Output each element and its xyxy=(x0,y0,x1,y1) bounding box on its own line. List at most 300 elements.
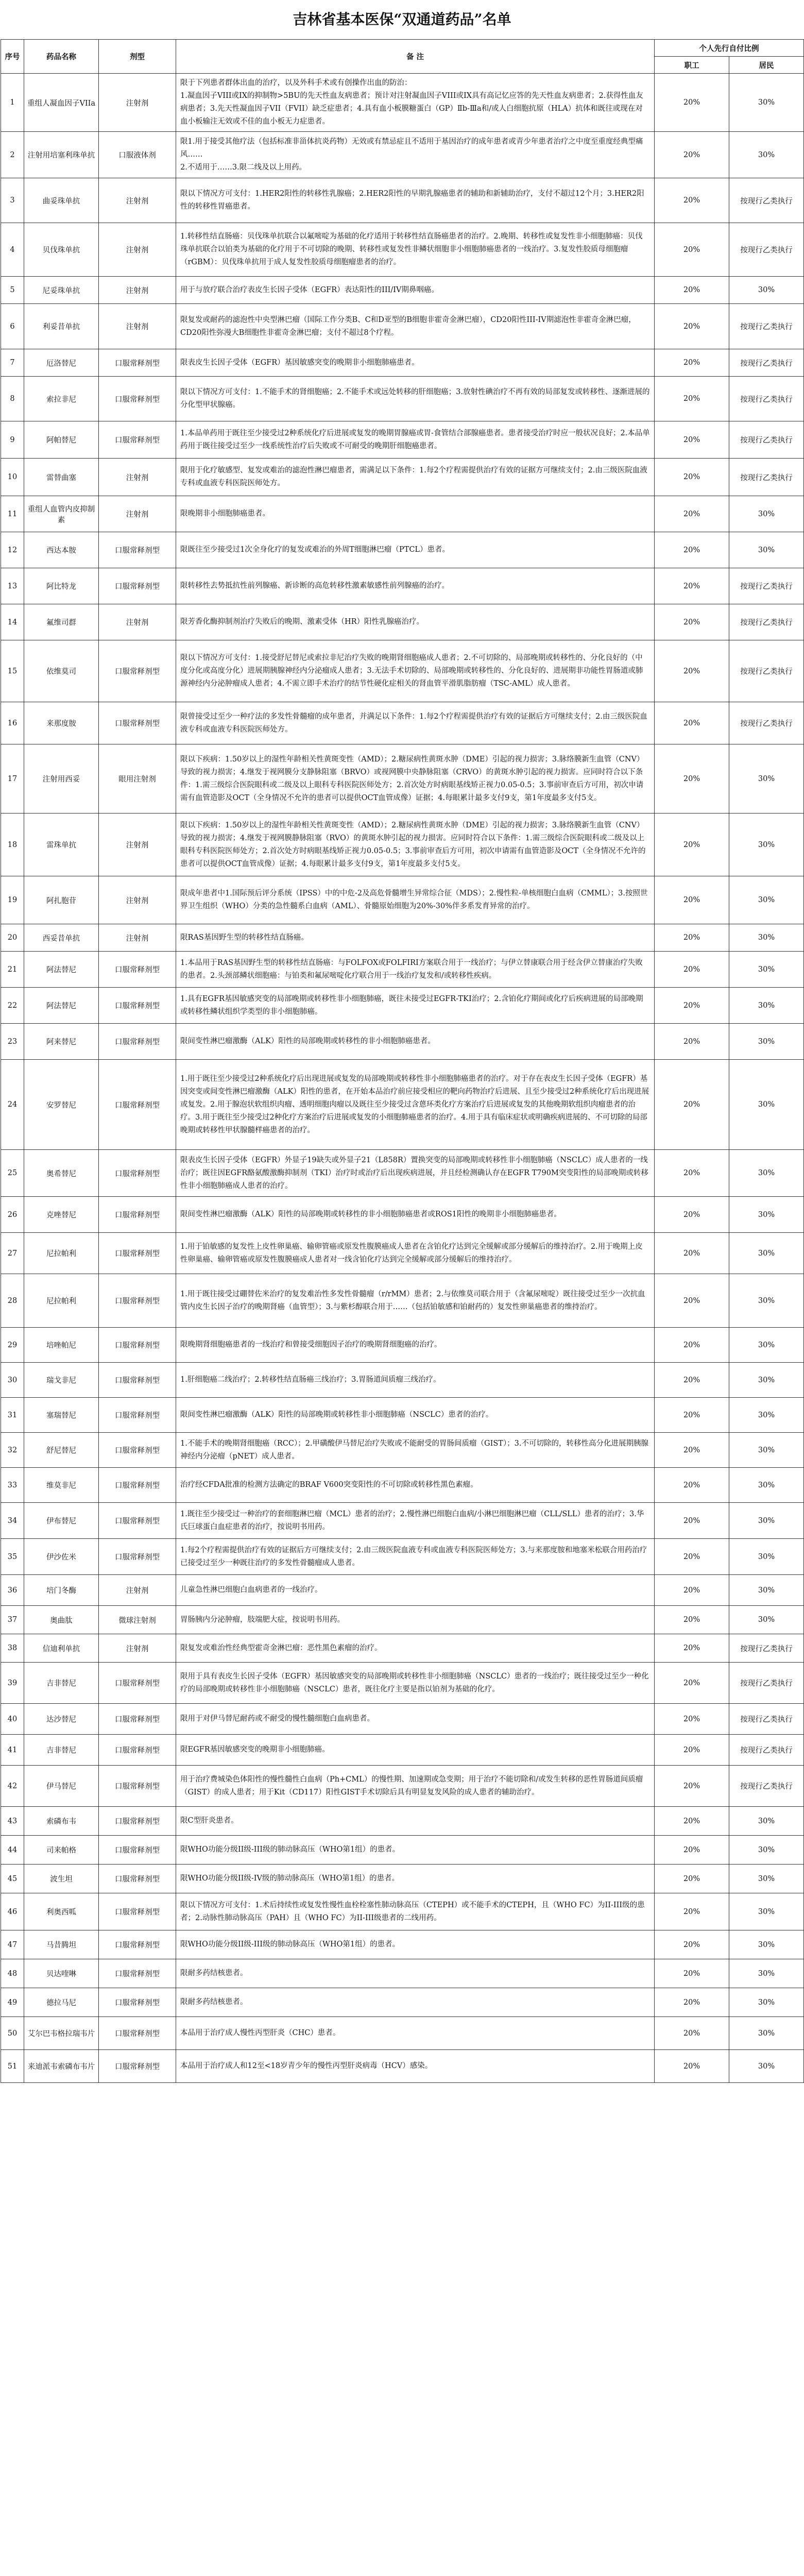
resident-ratio: 30% xyxy=(729,1150,804,1197)
drug-name: 舒尼替尼 xyxy=(24,1433,99,1468)
table-row xyxy=(1,1328,804,1363)
dosage-form: 注射剂 xyxy=(99,496,176,532)
remarks xyxy=(176,178,655,223)
resident-ratio: 30% xyxy=(729,1274,804,1328)
worker-ratio: 20% xyxy=(655,924,729,952)
table-row xyxy=(1,1893,804,1930)
row-number: 16 xyxy=(1,702,24,744)
table-row xyxy=(1,1150,804,1197)
row-number: 22 xyxy=(1,988,24,1024)
remarks-paragraph: 限以下情况方可支付：1.术后持续性或复发性慢性血栓栓塞性肺动脉高压（CTEPH）或不能手术的CTEPH，且（WHO FC）为II-III级的患者；2.动脉性肺动脉高压（PAH）且（WHO FC）为II-III级患者的二线用药。 xyxy=(180,1901,645,1922)
resident-ratio: 30% xyxy=(729,1024,804,1060)
remarks-paragraph: 限WHO功能分级II级-III级的肺动脉高压（WHO第1组）的患者。 xyxy=(180,1940,400,1948)
row-number: 40 xyxy=(1,1704,24,1735)
table-row xyxy=(1,1988,804,2017)
remarks-paragraph: 限以下情况方可支付：1.不能手术的肾细胞癌；2.不能手术或远处转移的肝细胞癌；3.放射性碘治疗不再有效的局部复发或转移性、逐渐进展的分化型甲状腺癌。 xyxy=(180,388,650,409)
table-row xyxy=(1,1704,804,1735)
table-row xyxy=(1,132,804,178)
row-number: 46 xyxy=(1,1893,24,1930)
row-number: 49 xyxy=(1,1988,24,2017)
worker-ratio: 20% xyxy=(655,604,729,640)
worker-ratio: 20% xyxy=(655,223,729,277)
table-row xyxy=(1,744,804,814)
table-row xyxy=(1,1836,804,1865)
remarks-paragraph: 限以下疾病：1.50岁以上的湿性年龄相关性黄斑变性（AMD）；2.糖尿病性黄斑水肿（DME）引起的视力损害；3.脉络膜新生血管（CNV）导致的视力损害；4.继发于视网膜分支静脉阻塞（BRVO）或视网膜中央静脉阻塞（CRVO）的黄斑水肿引起的视力损害。应同时符合以下条件：1.需三级综合医院眼科或二级及以上眼科专科医院医师处方；2.首次处方时病眼基线矫正视力0.05-0.5；3.事前审查后方可用，初次申请需有血管造影及OCT（全身情况不允许的患者可以提供OCT血管成像）证据；4.每眼累计最多支付9支，第1年度最多支付5支。 xyxy=(180,755,644,802)
worker-ratio: 20% xyxy=(655,304,729,349)
row-number: 11 xyxy=(1,496,24,532)
remarks xyxy=(176,223,655,277)
drug-name: 安罗替尼 xyxy=(24,1060,99,1150)
table-row xyxy=(1,1539,804,1575)
worker-ratio: 20% xyxy=(655,277,729,304)
remarks xyxy=(176,988,655,1024)
row-number: 12 xyxy=(1,532,24,568)
worker-ratio: 20% xyxy=(655,421,729,459)
drug-name: 达沙替尼 xyxy=(24,1704,99,1735)
worker-ratio: 20% xyxy=(655,1735,729,1766)
dosage-form: 注射剂 xyxy=(99,604,176,640)
remarks-paragraph: 限C型肝炎患者。 xyxy=(180,1817,238,1825)
drug-name: 尼拉帕利 xyxy=(24,1274,99,1328)
remarks xyxy=(176,377,655,421)
dosage-form: 口服常释剂型 xyxy=(99,1735,176,1766)
dosage-form: 口服常释剂型 xyxy=(99,421,176,459)
dosage-form: 口服常释剂型 xyxy=(99,1893,176,1930)
row-number: 47 xyxy=(1,1930,24,1959)
row-number: 25 xyxy=(1,1150,24,1197)
remarks xyxy=(176,640,655,702)
table-row xyxy=(1,876,804,924)
remarks-paragraph: 本品用于治疗成人和12至<18岁青少年的慢性丙型肝炎病毒（HCV）感染。 xyxy=(180,2062,433,2070)
table-row xyxy=(1,702,804,744)
table-row xyxy=(1,304,804,349)
worker-ratio: 20% xyxy=(655,1398,729,1433)
worker-ratio: 20% xyxy=(655,1663,729,1704)
worker-ratio: 20% xyxy=(655,1575,729,1606)
dosage-form: 眼用注射剂 xyxy=(99,744,176,814)
table-row xyxy=(1,1865,804,1893)
remarks-paragraph: 1.肝细胞癌二线治疗；2.转移性结直肠癌三线治疗；3.胃肠道间质瘤三线治疗。 xyxy=(180,1376,441,1384)
drug-name: 重组人血管内皮抑制素 xyxy=(24,496,99,532)
drug-name: 来迪派韦索磷布韦片 xyxy=(24,2050,99,2083)
dosage-form: 口服常释剂型 xyxy=(99,1959,176,1988)
row-number: 17 xyxy=(1,744,24,814)
remarks xyxy=(176,1328,655,1363)
worker-ratio: 20% xyxy=(655,1807,729,1836)
remarks-paragraph: 限复发或耐药的滤泡性中央型淋巴瘤（国际工作分类B、C和D亚型的B细胞非霍奇金淋巴瘤），CD20阳性III-IV期滤泡性非霍奇金淋巴瘤，CD20阳性弥漫大B细胞性非霍奇金淋巴瘤；支付不超过8个疗程。 xyxy=(180,315,636,337)
remarks-paragraph: 儿童急性淋巴细胞白血病患者的一线治疗。 xyxy=(180,1586,322,1594)
worker-ratio: 20% xyxy=(655,876,729,924)
worker-ratio: 20% xyxy=(655,349,729,377)
remarks-paragraph: 1.不能手术的晚期肾细胞癌（RCC）；2.甲磺酸伊马替尼治疗失败或不能耐受的胃肠间质瘤（GIST）；3.不可切除的，转移性高分化进展期胰腺神经内分泌瘤（pNET）成人患者。 xyxy=(180,1439,649,1461)
header-copay-ratio: 个人先行自付比例 xyxy=(655,40,804,57)
remarks-paragraph: 限表皮生长因子受体（EGFR）外显子19缺失或外显子21（L858R）置换突变的局部晚期或转移性非小细胞肺癌（NSCLC）成人患者的一线治疗；既往因EGFR酪氨酸激酶抑制剂（TKI）治疗时或治疗后出现疾病进展，并且经检测确认存在EGFR T790M突变阳性的局部晚期或转移性非小细胞肺癌成人患者的治疗。 xyxy=(180,1156,648,1190)
remarks xyxy=(176,532,655,568)
resident-ratio: 30% xyxy=(729,1606,804,1634)
drug-name: 注射用西妥 xyxy=(24,744,99,814)
remarks-paragraph: 1.用于既往至少接受过2种系统化疗后出现进展或复发的局部晚期或转移性非小细胞肺癌患者的治疗。对于存在表皮生长因子受体（EGFR）基因突变或间变性淋巴瘤激酶（ALK）阳性的患者，在开始本品治疗前应接受相应的靶向药物治疗后进展、且至少接受过2种系统化疗后出现进展或复发。2.用于腺泡状软组织肉瘤、透明细胞肉瘤以及既往至少接受过含蒽环类化疗方案治疗后进展或复发的其他晚期软组织肉瘤患者的治疗。3.用于既往至少接受过2种化疗方案治疗后进展或复发的小细胞肺癌患者的治疗。4.用于具有临床症状或明确疾病进展的、不可切除的局部晚期或转移性甲状腺髓样癌患者的治疗。 xyxy=(180,1074,649,1134)
remarks xyxy=(176,1807,655,1836)
row-number: 2 xyxy=(1,132,24,178)
remarks-paragraph: 1.转移性结直肠癌：贝伐珠单抗联合以氟嘧啶为基础的化疗适用于转移性结直肠癌患者的治疗。2.晚期、转移性或复发性非小细胞肺癌：贝伐珠单抗联合以铂类为基础的化疗用于不可切除的晚期、转移性或复发性非鳞状细胞非小细胞肺癌患者的一线治疗。3.复发性胶质母细胞瘤（rGBM）：贝伐珠单抗用于成人复发性胶质母细胞瘤患者的治疗。 xyxy=(180,232,643,266)
resident-ratio: 按现行乙类执行 xyxy=(729,1766,804,1807)
table-row xyxy=(1,814,804,876)
remarks xyxy=(176,1024,655,1060)
dosage-form: 口服常释剂型 xyxy=(99,1766,176,1807)
worker-ratio: 20% xyxy=(655,1930,729,1959)
row-number: 13 xyxy=(1,568,24,604)
resident-ratio: 30% xyxy=(729,532,804,568)
remarks xyxy=(176,1060,655,1150)
row-number: 35 xyxy=(1,1539,24,1575)
row-number: 4 xyxy=(1,223,24,277)
resident-ratio: 30% xyxy=(729,924,804,952)
row-number: 31 xyxy=(1,1398,24,1433)
worker-ratio: 20% xyxy=(655,1328,729,1363)
resident-ratio: 30% xyxy=(729,1959,804,1988)
row-number: 50 xyxy=(1,2017,24,2050)
remarks xyxy=(176,1233,655,1274)
drug-name: 培唑帕尼 xyxy=(24,1328,99,1363)
remarks-paragraph: 限表皮生长因子受体（EGFR）基因敏感突变的晚期非小细胞肺癌患者。 xyxy=(180,358,419,367)
remarks-paragraph: 限以下情况方可支付：1.HER2阳性的转移性乳腺癌；2.HER2阳性的早期乳腺癌患者的辅助和新辅助治疗，支付不超过12个月；3.HER2阳性的转移性胃癌患者。 xyxy=(180,190,644,211)
resident-ratio: 30% xyxy=(729,2017,804,2050)
worker-ratio: 20% xyxy=(655,532,729,568)
table-body xyxy=(1,74,804,2083)
remarks xyxy=(176,1704,655,1735)
resident-ratio: 30% xyxy=(729,952,804,988)
header-drug-name: 药品名称 xyxy=(24,40,99,74)
drug-name: 培门冬酶 xyxy=(24,1575,99,1606)
dosage-form: 口服常释剂型 xyxy=(99,1836,176,1865)
remarks xyxy=(176,1503,655,1539)
remarks xyxy=(176,2050,655,2083)
table-row xyxy=(1,1575,804,1606)
row-number: 44 xyxy=(1,1836,24,1865)
remarks-paragraph: 限复发或难治性经典型霍奇金淋巴瘤：恶性黑色素瘤的治疗。 xyxy=(180,1643,382,1652)
drug-name: 伊布替尼 xyxy=(24,1503,99,1539)
worker-ratio: 20% xyxy=(655,814,729,876)
resident-ratio: 按现行乙类执行 xyxy=(729,604,804,640)
remarks-paragraph: 限晚期非小细胞肺癌患者。 xyxy=(180,510,270,518)
dosage-form: 口服常释剂型 xyxy=(99,1024,176,1060)
table-row xyxy=(1,1634,804,1663)
dosage-form: 口服常释剂型 xyxy=(99,1233,176,1274)
table-row xyxy=(1,2017,804,2050)
drug-name: 阿帕替尼 xyxy=(24,421,99,459)
table-row xyxy=(1,1197,804,1233)
resident-ratio: 30% xyxy=(729,1930,804,1959)
table-row xyxy=(1,1503,804,1539)
drug-name: 曲妥珠单抗 xyxy=(24,178,99,223)
table-row xyxy=(1,1233,804,1274)
drug-name: 利奥西呱 xyxy=(24,1893,99,1930)
worker-ratio: 20% xyxy=(655,1606,729,1634)
table-row xyxy=(1,1606,804,1634)
remarks-paragraph: 限间变性淋巴瘤激酶（ALK）阳性的局部晚期或转移性的非小细胞肺癌患者。 xyxy=(180,1037,435,1045)
header-worker: 职工 xyxy=(655,57,729,74)
row-number: 48 xyxy=(1,1959,24,1988)
drug-name: 索拉非尼 xyxy=(24,377,99,421)
remarks-paragraph: 限间变性淋巴瘤激酶（ALK）阳性的局部晚期或转移性非小细胞肺癌（NSCLC）患者的治疗。 xyxy=(180,1411,493,1419)
remarks xyxy=(176,702,655,744)
drug-name: 瑞戈非尼 xyxy=(24,1363,99,1398)
dosage-form: 口服常释剂型 xyxy=(99,1503,176,1539)
resident-ratio: 按现行乙类执行 xyxy=(729,349,804,377)
dosage-form: 口服常释剂型 xyxy=(99,1060,176,1150)
table-row xyxy=(1,496,804,532)
remarks xyxy=(176,568,655,604)
worker-ratio: 20% xyxy=(655,2017,729,2050)
drug-name: 利妥昔单抗 xyxy=(24,304,99,349)
row-number: 10 xyxy=(1,459,24,496)
remarks-paragraph: 1.凝血因子VIII或IX的抑制物>5BU的先天性血友病患者；预计对注射凝血因子VIII或IX具有高记忆应答的先天性血友病患者；2.获得性血友病患者；3.先天性凝血因子VII（FVII）缺乏症患者；4.具有血小板膜糖蛋白（GP）Ⅱb-Ⅲa和/或人白细胞抗原（HLA）抗体和既往或现在对血小板输注无效或不佳的血小板无力症患者。 xyxy=(180,92,643,126)
dosage-form: 注射剂 xyxy=(99,178,176,223)
dosage-form: 口服常释剂型 xyxy=(99,1988,176,2017)
dosage-form: 注射剂 xyxy=(99,277,176,304)
dosage-form: 注射剂 xyxy=(99,1634,176,1663)
row-number: 27 xyxy=(1,1233,24,1274)
resident-ratio: 30% xyxy=(729,1503,804,1539)
drug-name: 奥希替尼 xyxy=(24,1150,99,1197)
dosage-form: 注射剂 xyxy=(99,876,176,924)
remarks xyxy=(176,1398,655,1433)
worker-ratio: 20% xyxy=(655,1468,729,1503)
resident-ratio: 30% xyxy=(729,1233,804,1274)
drug-name: 依维莫司 xyxy=(24,640,99,702)
remarks-paragraph: 限晚期肾细胞癌患者的一线治疗和曾接受细胞因子治疗的晚期肾细胞癌的治疗。 xyxy=(180,1341,442,1349)
row-number: 39 xyxy=(1,1663,24,1704)
resident-ratio: 按现行乙类执行 xyxy=(729,1735,804,1766)
resident-ratio: 30% xyxy=(729,1539,804,1575)
resident-ratio: 按现行乙类执行 xyxy=(729,702,804,744)
table-row xyxy=(1,1807,804,1836)
drug-table xyxy=(1,39,804,2083)
remarks-paragraph: 治疗经CFDA批准的检测方法确定的BRAF V600突变阳性的不可切除或转移性黑色素瘤。 xyxy=(180,1481,478,1489)
row-number: 30 xyxy=(1,1363,24,1398)
resident-ratio: 30% xyxy=(729,1060,804,1150)
remarks-paragraph: 限成年患者中1.国际预后评分系统（IPSS）中的中危-2及高危骨髓增生异常综合征（MDS）；2.慢性粒-单核细胞白血病（CMML）；3.按照世界卫生组织（WHO）分类的急性髓系白血病（AML）、骨髓原始细胞为20%-30%伴多系发育异常的治疗。 xyxy=(180,889,648,910)
remarks-paragraph: 1.本品用于RAS基因野生型的转移性结直肠癌：与FOLFOX或FOLFIRI方案联合用于一线治疗；与伊立替康联合用于经含伊立替康治疗失败的患者。2.头颈部鳞状细胞癌：与铂类和氟尿嘧啶化疗联合用于一线治疗复发和/或转移性疾病。 xyxy=(180,958,643,980)
resident-ratio: 按现行乙类执行 xyxy=(729,1704,804,1735)
remarks-paragraph: 限间变性淋巴瘤激酶（ALK）阳性的局部晚期或转移性的非小细胞肺癌患者或ROS1阳性的晚期非小细胞肺癌患者。 xyxy=(180,1210,561,1218)
worker-ratio: 20% xyxy=(655,1988,729,2017)
worker-ratio: 20% xyxy=(655,1634,729,1663)
table-row xyxy=(1,459,804,496)
dosage-form: 注射剂 xyxy=(99,223,176,277)
remarks xyxy=(176,1735,655,1766)
remarks-paragraph: 1.本品单药用于既往至少接受过2种系统化疗后进展或复发的晚期胃腺癌或胃-食管结合部腺癌患者。患者接受治疗时应一般状况良好；2.本品单药用于既往接受过至少一线系统性治疗后失败或不可耐受的晚期肝细胞癌患者。 xyxy=(180,429,650,450)
remarks-paragraph: 限WHO功能分级II级-IV级的肺动脉高压（WHO第1组）的患者。 xyxy=(180,1874,400,1883)
remarks-paragraph: 限转移性去势抵抗性前列腺癌、新诊断的高危转移性激素敏感性前列腺癌的治疗。 xyxy=(180,582,449,590)
remarks-paragraph: 限以下疾病：1.50岁以上的湿性年龄相关性黄斑变性（AMD）；2.糖尿病性黄斑水肿（DME）引起的视力损害；3.脉络膜新生血管（CNV）导致的视力损害；4.继发于视网膜静脉阻塞（RVO）的黄斑水肿引起的视力损害。应同时符合以下条件：1.需三级综合医院眼科或二级及以上眼科专科医院医师处方；2.首次处方时病眼基线矫正视力0.05-0.5；3.事前审查后方可用，初次申请需有血管造影及OCT（全身情况不允许的患者可以提供OCT血管成像）证据；4.每眼累计最多支付9支，第1年度最多支付5支。 xyxy=(180,821,646,868)
row-number: 42 xyxy=(1,1766,24,1807)
row-number: 19 xyxy=(1,876,24,924)
table-row xyxy=(1,1766,804,1807)
remarks xyxy=(176,1930,655,1959)
dosage-form: 注射剂 xyxy=(99,304,176,349)
row-number: 18 xyxy=(1,814,24,876)
worker-ratio: 20% xyxy=(655,1539,729,1575)
dosage-form: 口服常释剂型 xyxy=(99,1197,176,1233)
remarks-paragraph: 限WHO功能分级II级-III级的肺动脉高压（WHO第1组）的患者。 xyxy=(180,1845,400,1854)
dosage-form: 口服常释剂型 xyxy=(99,1398,176,1433)
resident-ratio: 按现行乙类执行 xyxy=(729,223,804,277)
drug-name: 奥曲肽 xyxy=(24,1606,99,1634)
drug-name: 阿法替尼 xyxy=(24,952,99,988)
remarks xyxy=(176,496,655,532)
worker-ratio: 20% xyxy=(655,1274,729,1328)
dosage-form: 口服常释剂型 xyxy=(99,377,176,421)
dosage-form: 注射剂 xyxy=(99,1575,176,1606)
worker-ratio: 20% xyxy=(655,1704,729,1735)
resident-ratio: 30% xyxy=(729,74,804,132)
table-row xyxy=(1,532,804,568)
remarks-paragraph: 限耐多药结核患者。 xyxy=(180,1998,248,2006)
row-number: 34 xyxy=(1,1503,24,1539)
drug-name: 重组人凝血因子VIIa xyxy=(24,74,99,132)
drug-name: 塞瑞替尼 xyxy=(24,1398,99,1433)
dosage-form: 口服常释剂型 xyxy=(99,1807,176,1836)
dosage-form: 微球注射剂 xyxy=(99,1606,176,1634)
remarks-paragraph: 限曾接受过至少一种疗法的多发性骨髓瘤的成年患者，并满足以下条件：1.每2个疗程需提供治疗有效的证据后方可继续支付；2.由三级医院血液专科或血液专科医院医师处方。 xyxy=(180,712,647,734)
dosage-form: 口服常释剂型 xyxy=(99,2050,176,2083)
table-row xyxy=(1,1363,804,1398)
worker-ratio: 20% xyxy=(655,1836,729,1865)
table-row xyxy=(1,223,804,277)
resident-ratio: 30% xyxy=(729,1988,804,2017)
resident-ratio: 按现行乙类执行 xyxy=(729,640,804,702)
worker-ratio: 20% xyxy=(655,702,729,744)
resident-ratio: 30% xyxy=(729,1865,804,1893)
table-row xyxy=(1,988,804,1024)
remarks-paragraph: 限RAS基因野生型的转移性结直肠癌。 xyxy=(180,933,309,942)
remarks-paragraph: 限用于具有表皮生长因子受体（EGFR）基因敏感突变的局部晚期或转移性非小细胞肺癌（NSCLC）患者的一线治疗；既往接受过至少一种化疗的局部晚期或转移性非小细胞肺癌（NSCLC）患者，既往化疗主要是指以铂剂为基础的化疗。 xyxy=(180,1672,649,1693)
row-number: 28 xyxy=(1,1274,24,1328)
row-number: 3 xyxy=(1,178,24,223)
resident-ratio: 30% xyxy=(729,2050,804,2083)
row-number: 32 xyxy=(1,1433,24,1468)
remarks-paragraph: 限用于对伊马替尼耐药或不耐受的慢性髓细胞白血病患者。 xyxy=(180,1715,374,1723)
remarks xyxy=(176,876,655,924)
dosage-form: 口服常释剂型 xyxy=(99,1930,176,1959)
remarks xyxy=(176,1865,655,1893)
remarks-paragraph: 限用于化疗敏感型、复发或难治的滤泡性淋巴瘤患者，需满足以下条件：1.每2个疗程需提供治疗有效的证据方可继续支付；2.由三级医院血液专科或血液专科医院医师处方。 xyxy=(180,466,647,487)
row-number: 6 xyxy=(1,304,24,349)
worker-ratio: 20% xyxy=(655,568,729,604)
table-row xyxy=(1,1433,804,1468)
dosage-form: 口服常释剂型 xyxy=(99,1363,176,1398)
worker-ratio: 20% xyxy=(655,1959,729,1988)
resident-ratio: 30% xyxy=(729,1836,804,1865)
worker-ratio: 20% xyxy=(655,1197,729,1233)
dosage-form: 口服常释剂型 xyxy=(99,640,176,702)
drug-name: 伊马替尼 xyxy=(24,1766,99,1807)
resident-ratio: 30% xyxy=(729,1433,804,1468)
worker-ratio: 20% xyxy=(655,459,729,496)
remarks-paragraph: 1.具有EGFR基因敏感突变的局部晚期或转移性非小细胞肺癌，既往未接受过EGFR-TKI治疗；2.含铂化疗期间或化疗后疾病进展的局部晚期或转移性鳞状组织学类型的非小细胞肺癌。 xyxy=(180,994,643,1016)
drug-name: 雷替曲塞 xyxy=(24,459,99,496)
remarks xyxy=(176,1606,655,1634)
table-row xyxy=(1,1274,804,1328)
row-number: 24 xyxy=(1,1060,24,1150)
drug-name: 西达本胺 xyxy=(24,532,99,568)
remarks xyxy=(176,349,655,377)
worker-ratio: 20% xyxy=(655,1865,729,1893)
table-row xyxy=(1,924,804,952)
table-row xyxy=(1,1060,804,1150)
drug-name: 吉非替尼 xyxy=(24,1663,99,1704)
dosage-form: 口服常释剂型 xyxy=(99,1150,176,1197)
drug-name: 吉非替尼 xyxy=(24,1735,99,1766)
resident-ratio: 30% xyxy=(729,1398,804,1433)
row-number: 26 xyxy=(1,1197,24,1233)
drug-name: 氟维司群 xyxy=(24,604,99,640)
drug-name: 伊沙佐米 xyxy=(24,1539,99,1575)
worker-ratio: 20% xyxy=(655,74,729,132)
dosage-form: 口服常释剂型 xyxy=(99,1274,176,1328)
table-row xyxy=(1,74,804,132)
row-number: 36 xyxy=(1,1575,24,1606)
remarks-paragraph: 限于下列患者群体出血的治疗，以及外科手术或有创操作出血的防治： xyxy=(180,79,412,87)
remarks xyxy=(176,459,655,496)
page-title: 吉林省基本医保“双通道药品”名单 xyxy=(293,11,511,28)
worker-ratio: 20% xyxy=(655,952,729,988)
row-number: 14 xyxy=(1,604,24,640)
resident-ratio: 按现行乙类执行 xyxy=(729,377,804,421)
table-row xyxy=(1,568,804,604)
remarks xyxy=(176,952,655,988)
dosage-form: 口服常释剂型 xyxy=(99,1704,176,1735)
remarks-paragraph: 胃肠胰内分泌肿瘤，肢端肥大症，按说明书用药。 xyxy=(180,1615,345,1624)
remarks-paragraph: 用于与放疗联合治疗表皮生长因子受体（EGFR）表达阳性的III/IV期鼻咽癌。 xyxy=(180,285,439,294)
dosage-form: 口服常释剂型 xyxy=(99,1328,176,1363)
drug-name: 阿法替尼 xyxy=(24,988,99,1024)
remarks-paragraph: 2.不适用于……3.限二线及以上用药。 xyxy=(180,163,307,172)
table-row xyxy=(1,640,804,702)
drug-name: 贝伐珠单抗 xyxy=(24,223,99,277)
drug-name: 贝达喹啉 xyxy=(24,1959,99,1988)
resident-ratio: 按现行乙类执行 xyxy=(729,421,804,459)
remarks xyxy=(176,74,655,132)
table-row xyxy=(1,1959,804,1988)
resident-ratio: 30% xyxy=(729,1893,804,1930)
dosage-form: 口服常释剂型 xyxy=(99,1865,176,1893)
table-row xyxy=(1,1398,804,1433)
dosage-form: 口服常释剂型 xyxy=(99,532,176,568)
worker-ratio: 20% xyxy=(655,496,729,532)
worker-ratio: 20% xyxy=(655,1893,729,1930)
resident-ratio: 30% xyxy=(729,814,804,876)
resident-ratio: 30% xyxy=(729,1197,804,1233)
table-row xyxy=(1,2050,804,2083)
worker-ratio: 20% xyxy=(655,1024,729,1060)
dosage-form: 口服常释剂型 xyxy=(99,1663,176,1704)
remarks xyxy=(176,1150,655,1197)
resident-ratio: 按现行乙类执行 xyxy=(729,459,804,496)
dosage-form: 口服常释剂型 xyxy=(99,568,176,604)
row-number: 21 xyxy=(1,952,24,988)
resident-ratio: 按现行乙类执行 xyxy=(729,568,804,604)
resident-ratio: 30% xyxy=(729,277,804,304)
remarks xyxy=(176,1988,655,2017)
row-number: 8 xyxy=(1,377,24,421)
dosage-form: 口服常释剂型 xyxy=(99,1539,176,1575)
drug-name: 注射用培塞利珠单抗 xyxy=(24,132,99,178)
worker-ratio: 20% xyxy=(655,132,729,178)
remarks xyxy=(176,1575,655,1606)
row-number: 20 xyxy=(1,924,24,952)
